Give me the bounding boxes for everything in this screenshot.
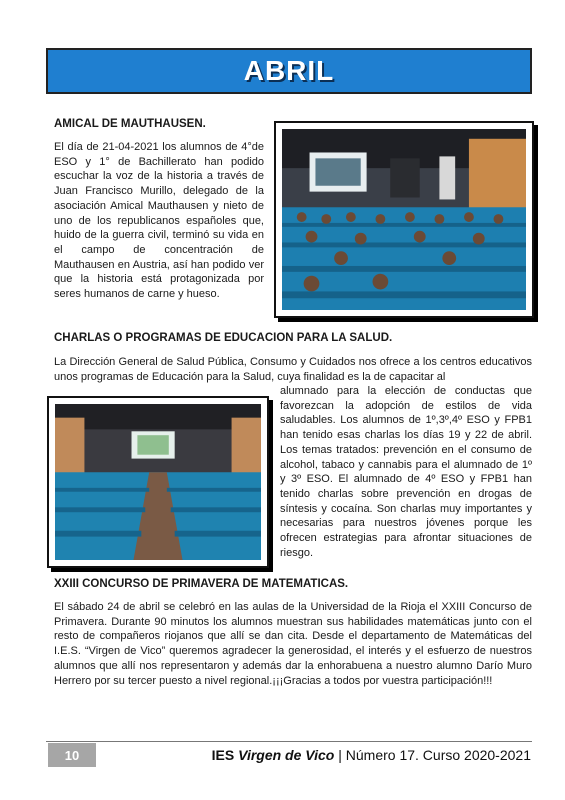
footer-separator: |	[334, 747, 346, 763]
photo-health-talk	[47, 396, 269, 568]
footer-issue: Número 17. Curso 2020-2021	[345, 747, 531, 763]
banner-title: ABRIL	[243, 55, 335, 86]
section-heading-matematicas: XXIII CONCURSO DE PRIMAVERA DE MATEMATICAS.	[54, 578, 349, 590]
page-banner	[46, 48, 532, 94]
health-talk-image	[55, 404, 261, 560]
footer-school-name: Virgen de Vico	[238, 747, 335, 763]
photo-auditorium-talk	[274, 121, 534, 318]
page-number: 10	[64, 747, 80, 763]
footer-divider	[46, 741, 532, 742]
section-body-salud: alumnado para la elección de conductas que favorezcan la adopción de estilos de vida saludables. Los alumnos de 1º,3º,4º ESO y FPB1 han tenido esas charlas los días 19 y 22 de abril. Los temas tratados: prevención en el consumo de alcohol, tabaco y cannabis para el alumnado de 1º y 3º ESO. El alumnado de 4º ESO y FPB1 han tenido charlas sobre prevención en drogas de síntesis y cocaína. Son charlas muy importantes y necesarias para nuestros jóvenes porque les ofrecen estrategias para afrontar situaciones de riesgo.	[280, 385, 532, 559]
section-intro-salud: La Dirección General de Salud Pública, Consumo y Cuidados nos ofrece a los centros educativos unos programas de Educación para la Salud, cuya finalidad es la de capacitar al	[54, 356, 532, 383]
section-heading-salud: CHARLAS O PROGRAMAS DE EDUCACION PARA LA SALUD.	[54, 332, 393, 344]
section-body-amical: El día de 21-04-2021 los alumnos de 4°de ESO y 1° de Bachillerato han podido escuchar la voz de la historia a través de Juan Francisco Murillo, delegado de la asociación Amical Mauthausen y nieto de uno de los republicanos españoles que, huido de la guerra civil, terminó su vida en el campo de concentración de Mauthausen en Austria, así han podido ver que la historia está protagonizada por seres humanos de carne y hueso.	[54, 141, 264, 301]
auditorium-image	[282, 129, 526, 310]
section-body-matematicas: El sábado 24 de abril se celebró en las aulas de la Universidad de la Rioja el XXIII Concurso de Primavera. Durante 90 minutos los alumnos muestran sus habilidades matemáticas junto con el resto de compañeros riojanos que allí se dan cita. Desde el departamento de Matemáticas del I.E.S. “Virgen de Vico” queremos agradecer la generosidad, el interés y el esfuerzo de nuestros alumnos que allí nos representaron y además dar la enhorabuena a nuestro alumno Darío Muro Herrero por su tercer puesto a nivel regional.¡¡¡Gracias a todos por vuestra participación!!!	[54, 601, 532, 687]
footer-school-prefix: IES	[211, 747, 239, 763]
footer-publication	[212, 747, 531, 763]
section-heading-amical: AMICAL DE MAUTHAUSEN.	[54, 118, 206, 130]
page-number-box	[48, 743, 96, 767]
